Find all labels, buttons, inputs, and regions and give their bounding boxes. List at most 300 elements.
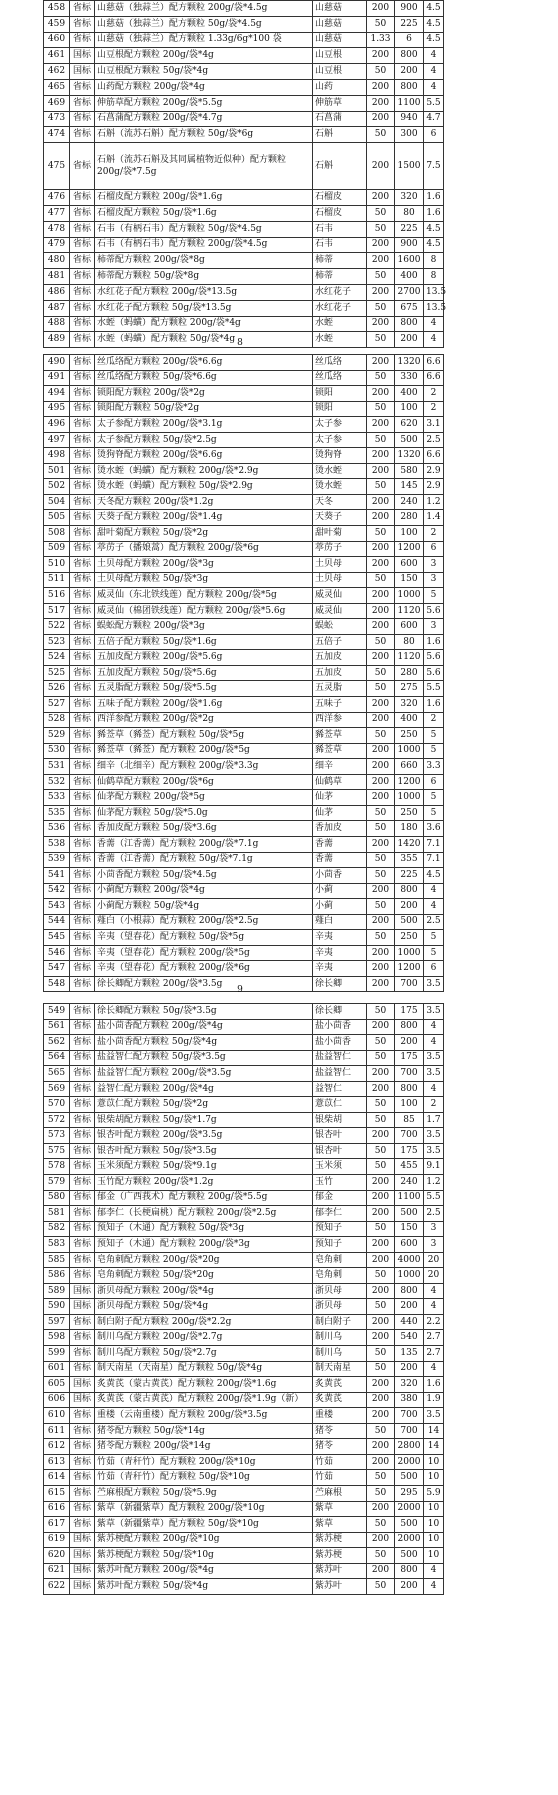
row-number-cell: 572	[44, 1112, 70, 1128]
row-number-cell: 622	[44, 1579, 70, 1595]
table-row	[44, 1190, 444, 1206]
table-row	[44, 127, 444, 143]
product-name-cell: 威灵仙（东北铁线莲）配方颗粒 200g/袋*5g	[95, 588, 313, 604]
quantity-cell: 800	[395, 1563, 424, 1579]
quantity-cell: 700	[395, 1423, 424, 1439]
standard-type-cell: 省标	[70, 805, 95, 821]
dose-cell: 3.1	[424, 417, 444, 433]
quantity-cell: 1200	[395, 774, 424, 790]
table-row	[44, 1517, 444, 1533]
table-row	[44, 1423, 444, 1439]
product-name-cell: 山慈菇（独蒜兰）配方颗粒 1.33g/6g*100 袋	[95, 32, 313, 48]
product-name-cell: 盐小茴香配方颗粒 50g/袋*4g	[95, 1035, 313, 1051]
package-size-cell: 50	[367, 432, 395, 448]
herb-name-cell: 小蓟	[313, 899, 367, 915]
product-name-cell: 玉米须配方颗粒 50g/袋*9.1g	[95, 1159, 313, 1175]
quantity-cell: 900	[395, 1, 424, 17]
package-size-cell: 50	[367, 572, 395, 588]
herb-name-cell: 苎麻根	[313, 1485, 367, 1501]
package-size-cell: 50	[367, 681, 395, 697]
dose-cell: 2.5	[424, 432, 444, 448]
quantity-cell: 355	[395, 852, 424, 868]
quantity-cell: 700	[395, 1128, 424, 1144]
row-number-cell: 525	[44, 665, 70, 681]
product-name-cell: 猪苓配方颗粒 200g/袋*14g	[95, 1439, 313, 1455]
dose-cell: 2.5	[424, 914, 444, 930]
package-size-cell: 200	[367, 650, 395, 666]
herb-name-cell: 锁阳	[313, 386, 367, 402]
herb-name-cell: 山豆根	[313, 64, 367, 80]
table-row	[44, 1050, 444, 1066]
table-row	[44, 930, 444, 946]
table-row	[44, 821, 444, 837]
package-size-cell: 50	[367, 1470, 395, 1486]
quantity-cell: 1000	[395, 588, 424, 604]
standard-type-cell: 省标	[70, 1221, 95, 1237]
dose-cell: 5.9	[424, 1485, 444, 1501]
quantity-cell: 135	[395, 1346, 424, 1362]
herb-name-cell: 薤白	[313, 914, 367, 930]
row-number-cell: 498	[44, 448, 70, 464]
herb-name-cell: 竹茹	[313, 1454, 367, 1470]
table-row	[44, 1501, 444, 1517]
standard-type-cell: 省标	[70, 728, 95, 744]
row-number-cell: 573	[44, 1128, 70, 1144]
package-size-cell: 50	[367, 1159, 395, 1175]
package-size-cell: 200	[367, 1175, 395, 1191]
table-row	[44, 759, 444, 775]
herb-name-cell: 益智仁	[313, 1081, 367, 1097]
dose-cell: 2.5	[424, 1206, 444, 1222]
row-number-cell: 475	[44, 143, 70, 190]
row-number-cell: 561	[44, 1019, 70, 1035]
row-number-cell: 509	[44, 541, 70, 557]
product-name-cell: 重楼（云南重楼）配方颗粒 200g/袋*3.5g	[95, 1408, 313, 1424]
quantity-cell: 175	[395, 1050, 424, 1066]
product-name-cell: 细辛（北细辛）配方颗粒 200g/袋*3.3g	[95, 759, 313, 775]
herb-name-cell: 五倍子	[313, 634, 367, 650]
herb-name-cell: 土贝母	[313, 557, 367, 573]
product-name-cell: 皂角刺配方颗粒 50g/袋*20g	[95, 1268, 313, 1284]
dose-cell: 2.9	[424, 463, 444, 479]
quantity-cell: 500	[395, 1206, 424, 1222]
dose-cell: 2.7	[424, 1330, 444, 1346]
standard-type-cell: 省标	[70, 1112, 95, 1128]
product-name-cell: 五倍子配方颗粒 50g/袋*1.6g	[95, 634, 313, 650]
package-size-cell: 200	[367, 557, 395, 573]
table-row	[44, 836, 444, 852]
dose-cell: 4	[424, 1579, 444, 1595]
standard-type-cell: 省标	[70, 332, 95, 348]
standard-type-cell: 省标	[70, 463, 95, 479]
quantity-cell: 380	[395, 1392, 424, 1408]
product-name-cell: 丝瓜络配方颗粒 50g/袋*6.6g	[95, 370, 313, 386]
package-size-cell: 50	[367, 1050, 395, 1066]
product-name-cell: 益智仁配方颗粒 200g/袋*4g	[95, 1081, 313, 1097]
standard-type-cell: 省标	[70, 697, 95, 713]
row-number-cell: 536	[44, 821, 70, 837]
standard-type-cell: 省标	[70, 526, 95, 542]
dose-cell: 8	[424, 269, 444, 285]
dose-cell: 7.1	[424, 836, 444, 852]
herb-name-cell: 银柴胡	[313, 1112, 367, 1128]
quantity-cell: 225	[395, 16, 424, 32]
quantity-cell: 180	[395, 821, 424, 837]
package-size-cell: 50	[367, 127, 395, 143]
quantity-cell: 200	[395, 332, 424, 348]
standard-type-cell: 省标	[70, 205, 95, 221]
package-size-cell: 200	[367, 48, 395, 64]
herb-name-cell: 香薷	[313, 852, 367, 868]
product-name-cell: 山豆根配方颗粒 50g/袋*4g	[95, 64, 313, 80]
dose-cell: 3.6	[424, 821, 444, 837]
dose-cell: 4	[424, 1081, 444, 1097]
package-size-cell: 200	[367, 1283, 395, 1299]
quantity-cell: 600	[395, 557, 424, 573]
product-name-cell: 五加皮配方颗粒 200g/袋*5.6g	[95, 650, 313, 666]
dose-cell: 5.6	[424, 650, 444, 666]
row-number-cell: 605	[44, 1377, 70, 1393]
standard-type-cell: 省标	[70, 930, 95, 946]
standard-type-cell: 省标	[70, 253, 95, 269]
row-number-cell: 542	[44, 883, 70, 899]
product-name-cell: 甜叶菊配方颗粒 50g/袋*2g	[95, 526, 313, 542]
herb-name-cell: 山慈菇	[313, 1, 367, 17]
standard-type-cell: 国标	[70, 48, 95, 64]
herb-name-cell: 石斛	[313, 127, 367, 143]
row-number-cell: 494	[44, 386, 70, 402]
table-row	[44, 728, 444, 744]
table-row	[44, 32, 444, 48]
standard-type-cell: 省标	[70, 1066, 95, 1082]
dose-cell: 5	[424, 790, 444, 806]
table-row	[44, 712, 444, 728]
herb-name-cell: 水蛭	[313, 316, 367, 332]
row-number-cell: 585	[44, 1252, 70, 1268]
package-size-cell: 50	[367, 401, 395, 417]
standard-type-cell: 省标	[70, 386, 95, 402]
herb-name-cell: 小茴香	[313, 868, 367, 884]
standard-type-cell: 省标	[70, 1252, 95, 1268]
row-number-cell: 511	[44, 572, 70, 588]
quantity-cell: 2000	[395, 1501, 424, 1517]
quantity-cell: 1320	[395, 355, 424, 371]
standard-type-cell: 省标	[70, 510, 95, 526]
table-row	[44, 111, 444, 127]
product-name-cell: 水红花子配方颗粒 50g/袋*13.5g	[95, 300, 313, 316]
product-name-cell: 石韦（有柄石韦）配方颗粒 50g/袋*4.5g	[95, 221, 313, 237]
row-number-cell: 545	[44, 930, 70, 946]
product-name-cell: 炙黄芪（蒙古黄芪）配方颗粒 200g/袋*1.9g（新）	[95, 1392, 313, 1408]
table-row	[44, 143, 444, 190]
row-number-cell: 548	[44, 976, 70, 992]
dose-cell: 5.5	[424, 681, 444, 697]
package-size-cell: 50	[367, 332, 395, 348]
standard-type-cell: 国标	[70, 1548, 95, 1564]
package-size-cell: 200	[367, 253, 395, 269]
product-name-cell: 水蛭（蚂蟥）配方颗粒 200g/袋*4g	[95, 316, 313, 332]
herb-name-cell: 丝瓜络	[313, 370, 367, 386]
standard-type-cell: 省标	[70, 355, 95, 371]
dose-cell: 4	[424, 64, 444, 80]
product-name-cell: 烫狗脊配方颗粒 200g/袋*6.6g	[95, 448, 313, 464]
herb-name-cell: 猪苓	[313, 1423, 367, 1439]
standard-type-cell: 省标	[70, 945, 95, 961]
row-number-cell: 477	[44, 205, 70, 221]
product-name-cell: 山药配方颗粒 200g/袋*4g	[95, 79, 313, 95]
standard-type-cell: 省标	[70, 1035, 95, 1051]
package-size-cell: 200	[367, 417, 395, 433]
quantity-cell: 675	[395, 300, 424, 316]
package-size-cell: 50	[367, 930, 395, 946]
row-number-cell: 523	[44, 634, 70, 650]
table-row	[44, 1392, 444, 1408]
product-name-cell: 土贝母配方颗粒 200g/袋*3g	[95, 557, 313, 573]
herb-name-cell: 石斛	[313, 143, 367, 190]
table-row	[44, 572, 444, 588]
dose-cell: 3	[424, 619, 444, 635]
row-number-cell: 565	[44, 1066, 70, 1082]
table-row	[44, 1548, 444, 1564]
package-size-cell: 200	[367, 790, 395, 806]
package-size-cell: 200	[367, 541, 395, 557]
product-name-cell: 山慈菇（独蒜兰）配方颗粒 200g/袋*4.5g	[95, 1, 313, 17]
herb-name-cell: 盐益智仁	[313, 1066, 367, 1082]
quantity-cell: 1320	[395, 448, 424, 464]
product-name-cell: 西洋参配方颗粒 200g/袋*2g	[95, 712, 313, 728]
package-size-cell: 50	[367, 852, 395, 868]
standard-type-cell: 省标	[70, 634, 95, 650]
row-number-cell: 619	[44, 1532, 70, 1548]
product-name-cell: 烫水蛭（蚂蟥）配方颗粒 50g/袋*2.9g	[95, 479, 313, 495]
standard-type-cell: 省标	[70, 1019, 95, 1035]
product-name-cell: 山豆根配方颗粒 200g/袋*4g	[95, 48, 313, 64]
row-number-cell: 522	[44, 619, 70, 635]
row-number-cell: 613	[44, 1454, 70, 1470]
quantity-cell: 100	[395, 526, 424, 542]
quantity-cell: 700	[395, 1408, 424, 1424]
herb-name-cell: 西洋参	[313, 712, 367, 728]
quantity-cell: 1120	[395, 650, 424, 666]
herb-name-cell: 香薷	[313, 836, 367, 852]
dose-cell: 5	[424, 805, 444, 821]
row-number-cell: 535	[44, 805, 70, 821]
row-number-cell: 579	[44, 1175, 70, 1191]
standard-type-cell: 省标	[70, 1159, 95, 1175]
quantity-cell: 250	[395, 805, 424, 821]
herb-name-cell: 薏苡仁	[313, 1097, 367, 1113]
table-row	[44, 237, 444, 253]
package-size-cell: 200	[367, 386, 395, 402]
quantity-cell: 500	[395, 432, 424, 448]
table-row	[44, 914, 444, 930]
dose-cell: 4.5	[424, 221, 444, 237]
package-size-cell: 50	[367, 805, 395, 821]
package-size-cell: 50	[367, 728, 395, 744]
product-name-cell: 制天南星（天南星）配方颗粒 50g/袋*4g	[95, 1361, 313, 1377]
package-size-cell: 200	[367, 1, 395, 17]
table-row	[44, 1314, 444, 1330]
quantity-cell: 330	[395, 370, 424, 386]
table-row	[44, 945, 444, 961]
standard-type-cell: 省标	[70, 1517, 95, 1533]
product-name-cell: 五加皮配方颗粒 50g/袋*5.6g	[95, 665, 313, 681]
standard-type-cell: 国标	[70, 1532, 95, 1548]
package-size-cell: 50	[367, 300, 395, 316]
standard-type-cell: 省标	[70, 1501, 95, 1517]
table-row	[44, 95, 444, 111]
product-name-cell: 太子参配方颗粒 200g/袋*3.1g	[95, 417, 313, 433]
standard-type-cell: 省标	[70, 1143, 95, 1159]
table-row	[44, 1159, 444, 1175]
table-row	[44, 557, 444, 573]
dose-cell: 20	[424, 1268, 444, 1284]
standard-type-cell: 省标	[70, 269, 95, 285]
product-name-cell: 徐长卿配方颗粒 50g/袋*3.5g	[95, 1004, 313, 1020]
dose-cell: 4.7	[424, 111, 444, 127]
product-name-cell: 玉竹配方颗粒 200g/袋*1.2g	[95, 1175, 313, 1191]
standard-type-cell: 省标	[70, 111, 95, 127]
dose-cell: 4	[424, 79, 444, 95]
table-row	[44, 1019, 444, 1035]
dose-cell: 3.3	[424, 759, 444, 775]
package-size-cell: 200	[367, 1206, 395, 1222]
row-number-cell: 510	[44, 557, 70, 573]
herb-name-cell: 紫苏叶	[313, 1579, 367, 1595]
product-name-cell: 紫草（新疆紫草）配方颗粒 50g/袋*10g	[95, 1517, 313, 1533]
standard-type-cell: 省标	[70, 1408, 95, 1424]
product-name-cell: 香薷（江香薷）配方颗粒 200g/袋*7.1g	[95, 836, 313, 852]
row-number-cell: 516	[44, 588, 70, 604]
granule-table-page-7	[43, 0, 447, 348]
table-row	[44, 432, 444, 448]
standard-type-cell: 省标	[70, 961, 95, 977]
row-number-cell: 539	[44, 852, 70, 868]
product-name-cell: 苎麻根配方颗粒 50g/袋*5.9g	[95, 1485, 313, 1501]
row-number-cell: 543	[44, 899, 70, 915]
quantity-cell: 440	[395, 1314, 424, 1330]
herb-name-cell: 制川乌	[313, 1330, 367, 1346]
dose-cell: 3	[424, 572, 444, 588]
dose-cell: 1.7	[424, 1112, 444, 1128]
product-name-cell: 制川乌配方颗粒 200g/袋*2.7g	[95, 1330, 313, 1346]
table-row	[44, 852, 444, 868]
quantity-cell: 1100	[395, 1190, 424, 1206]
product-name-cell: 郁李仁（长梗扁桃）配方颗粒 200g/袋*2.5g	[95, 1206, 313, 1222]
standard-type-cell: 省标	[70, 1346, 95, 1362]
quantity-cell: 1100	[395, 95, 424, 111]
standard-type-cell: 省标	[70, 32, 95, 48]
product-name-cell: 盐益智仁配方颗粒 200g/袋*3.5g	[95, 1066, 313, 1082]
quantity-cell: 2800	[395, 1439, 424, 1455]
quantity-cell: 200	[395, 899, 424, 915]
table-row	[44, 79, 444, 95]
row-number-cell: 586	[44, 1268, 70, 1284]
product-name-cell: 仙茅配方颗粒 200g/袋*5g	[95, 790, 313, 806]
dose-cell: 13.5	[424, 300, 444, 316]
herb-name-cell: 天冬	[313, 494, 367, 510]
package-size-cell: 200	[367, 1066, 395, 1082]
package-size-cell: 200	[367, 1190, 395, 1206]
quantity-cell: 250	[395, 930, 424, 946]
table-row	[44, 479, 444, 495]
standard-type-cell: 省标	[70, 221, 95, 237]
table-row	[44, 603, 444, 619]
herb-name-cell: 皂角刺	[313, 1252, 367, 1268]
row-number-cell: 474	[44, 127, 70, 143]
row-number-cell: 495	[44, 401, 70, 417]
product-name-cell: 柿蒂配方颗粒 200g/袋*8g	[95, 253, 313, 269]
product-name-cell: 银杏叶配方颗粒 200g/袋*3.5g	[95, 1128, 313, 1144]
quantity-cell: 80	[395, 634, 424, 650]
row-number-cell: 541	[44, 868, 70, 884]
herb-name-cell: 柿蒂	[313, 269, 367, 285]
table-row	[44, 1221, 444, 1237]
herb-name-cell: 柿蒂	[313, 253, 367, 269]
row-number-cell: 505	[44, 510, 70, 526]
dose-cell: 13.5	[424, 284, 444, 300]
product-name-cell: 水红花子配方颗粒 200g/袋*13.5g	[95, 284, 313, 300]
package-size-cell: 50	[367, 269, 395, 285]
herb-name-cell: 五味子	[313, 697, 367, 713]
package-size-cell: 50	[367, 868, 395, 884]
standard-type-cell: 省标	[70, 370, 95, 386]
herb-name-cell: 郁李仁	[313, 1206, 367, 1222]
quantity-cell: 1200	[395, 961, 424, 977]
package-size-cell: 200	[367, 79, 395, 95]
herb-name-cell: 浙贝母	[313, 1299, 367, 1315]
granule-table-page-9	[43, 1003, 444, 1595]
row-number-cell: 526	[44, 681, 70, 697]
herb-name-cell: 山豆根	[313, 48, 367, 64]
package-size-cell: 50	[367, 221, 395, 237]
quantity-cell: 300	[395, 127, 424, 143]
product-name-cell: 皂角刺配方颗粒 200g/袋*20g	[95, 1252, 313, 1268]
table-row	[44, 868, 444, 884]
quantity-cell: 500	[395, 1470, 424, 1486]
herb-name-cell: 石韦	[313, 221, 367, 237]
quantity-cell: 200	[395, 64, 424, 80]
dose-cell: 4.5	[424, 868, 444, 884]
quantity-cell: 2700	[395, 284, 424, 300]
page-number: 8	[237, 338, 243, 348]
table-row	[44, 1408, 444, 1424]
table-row	[44, 1004, 444, 1020]
standard-type-cell: 省标	[70, 976, 95, 992]
product-name-cell: 石榴皮配方颗粒 200g/袋*1.6g	[95, 190, 313, 206]
package-size-cell: 50	[367, 1579, 395, 1595]
quantity-cell: 1000	[395, 743, 424, 759]
dose-cell: 5.5	[424, 1190, 444, 1206]
product-name-cell: 辛夷（望春花）配方颗粒 50g/袋*5g	[95, 930, 313, 946]
herb-name-cell: 徐长卿	[313, 976, 367, 992]
herb-name-cell: 太子参	[313, 417, 367, 433]
product-name-cell: 山慈菇（独蒜兰）配方颗粒 50g/袋*4.5g	[95, 16, 313, 32]
product-name-cell: 盐益智仁配方颗粒 50g/袋*3.5g	[95, 1050, 313, 1066]
table-row	[44, 634, 444, 650]
quantity-cell: 1600	[395, 253, 424, 269]
table-row	[44, 300, 444, 316]
table-row	[44, 1237, 444, 1253]
dose-cell: 5	[424, 743, 444, 759]
herb-name-cell: 五加皮	[313, 650, 367, 666]
row-number-cell: 479	[44, 237, 70, 253]
quantity-cell: 800	[395, 79, 424, 95]
product-name-cell: 紫苏梗配方颗粒 200g/袋*10g	[95, 1532, 313, 1548]
package-size-cell: 200	[367, 1019, 395, 1035]
product-name-cell: 锁阳配方颗粒 200g/袋*2g	[95, 386, 313, 402]
product-name-cell: 预知子（木通）配方颗粒 200g/袋*3g	[95, 1237, 313, 1253]
